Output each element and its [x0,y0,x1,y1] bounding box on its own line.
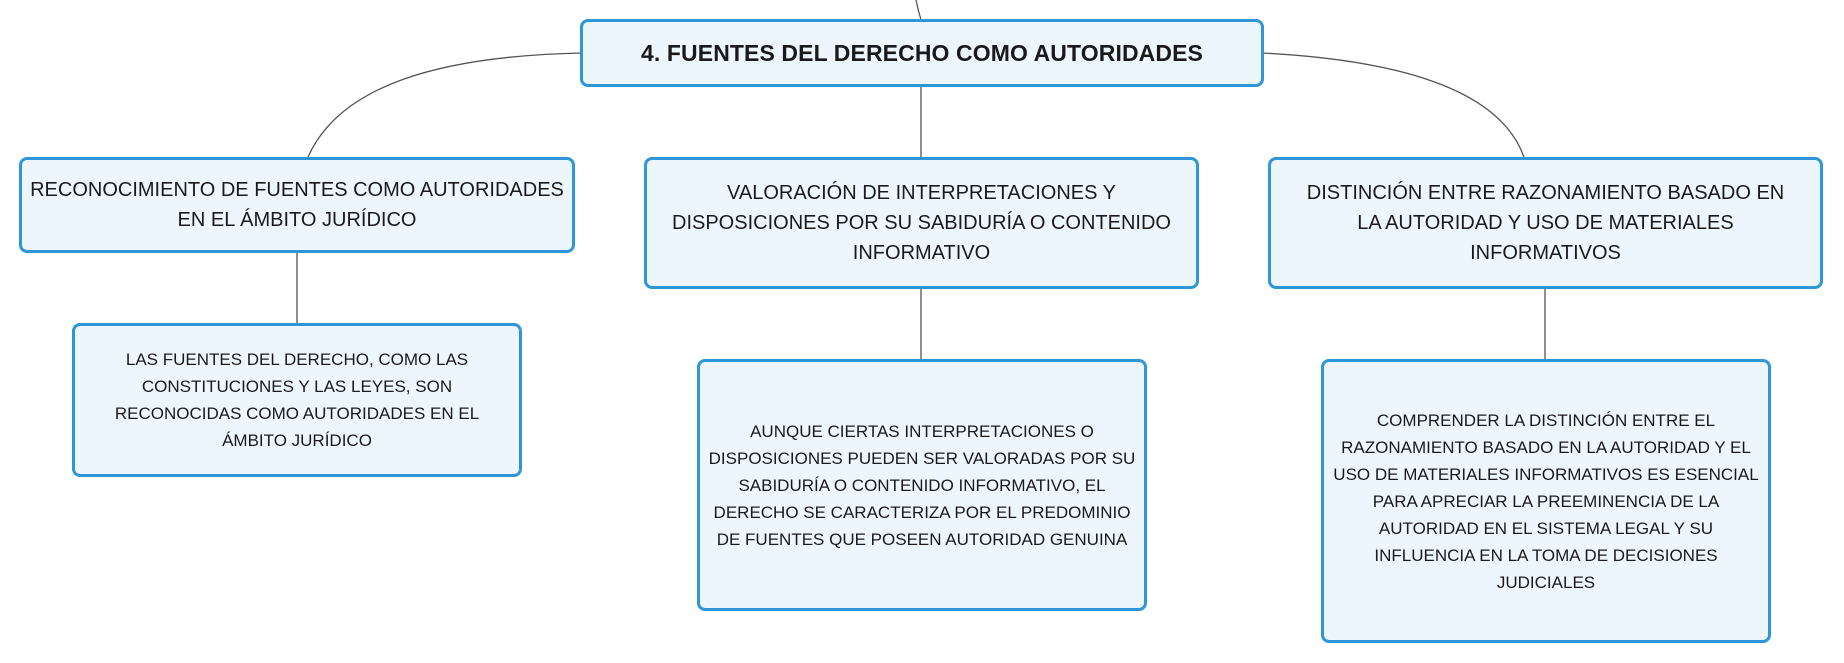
detail-topic-3-text: COMPRENDER LA DISTINCIÓN ENTRE EL RAZONAMIENTO BASADO EN LA AUTORIDAD Y EL USO DE MATERIALES INFORMATIVOS ES ESENCIAL PARA APRECIAR LA PREEMINENCIA DE LA AUTORIDAD EN EL SISTEMA LEGAL Y SU INFLUENCIA EN LA TOMA DE DECISIONES JUDICIALES [1333,410,1759,592]
detail-topic-1[interactable] [72,323,522,477]
detail-topic-2-text: AUNQUE CIERTAS INTERPRETACIONES O DISPOSICIONES PUEDEN SER VALORADAS POR SU SABIDURÍA O CONTENIDO INFORMATIVO, EL DERECHO SE CARACTERIZA POR EL PREDOMINIO DE FUENTES QUE POSEEN AUTORIDAD GENUINA [708,421,1136,549]
branch-topic-3-label: DISTINCIÓN ENTRE RAZONAMIENTO BASADO EN LA AUTORIDAD Y USO DE MATERIALES INFORMATIVOS [1306,182,1785,264]
connector-root-to-branch-1 [308,53,582,157]
branch-topic-2[interactable] [644,157,1199,289]
branch-topic-1-label: RECONOCIMIENTO DE FUENTES COMO AUTORIDADES EN EL ÁMBITO JURÍDICO [30,179,564,231]
branch-topic-2-label: VALORACIÓN DE INTERPRETACIONES Y DISPOSICIONES POR SU SABIDURÍA O CONTENIDO INFORMATIVO [672,182,1171,264]
detail-topic-1-text: LAS FUENTES DEL DERECHO, COMO LAS CONSTITUCIONES Y LAS LEYES, SON RECONOCIDAS COMO AUTORIDADES EN EL ÁMBITO JURÍDICO [114,350,480,450]
connector-root-to-branch-3 [1262,53,1524,157]
branch-topic-1[interactable] [19,157,575,253]
root-topic-label: 4. FUENTES DEL DERECHO COMO AUTORIDADES [641,39,1203,66]
connector-parent-to-root [916,0,921,20]
detail-topic-2[interactable] [697,359,1147,611]
root-topic[interactable] [580,19,1264,87]
branch-topic-3[interactable] [1268,157,1823,289]
detail-topic-3[interactable] [1321,359,1771,643]
